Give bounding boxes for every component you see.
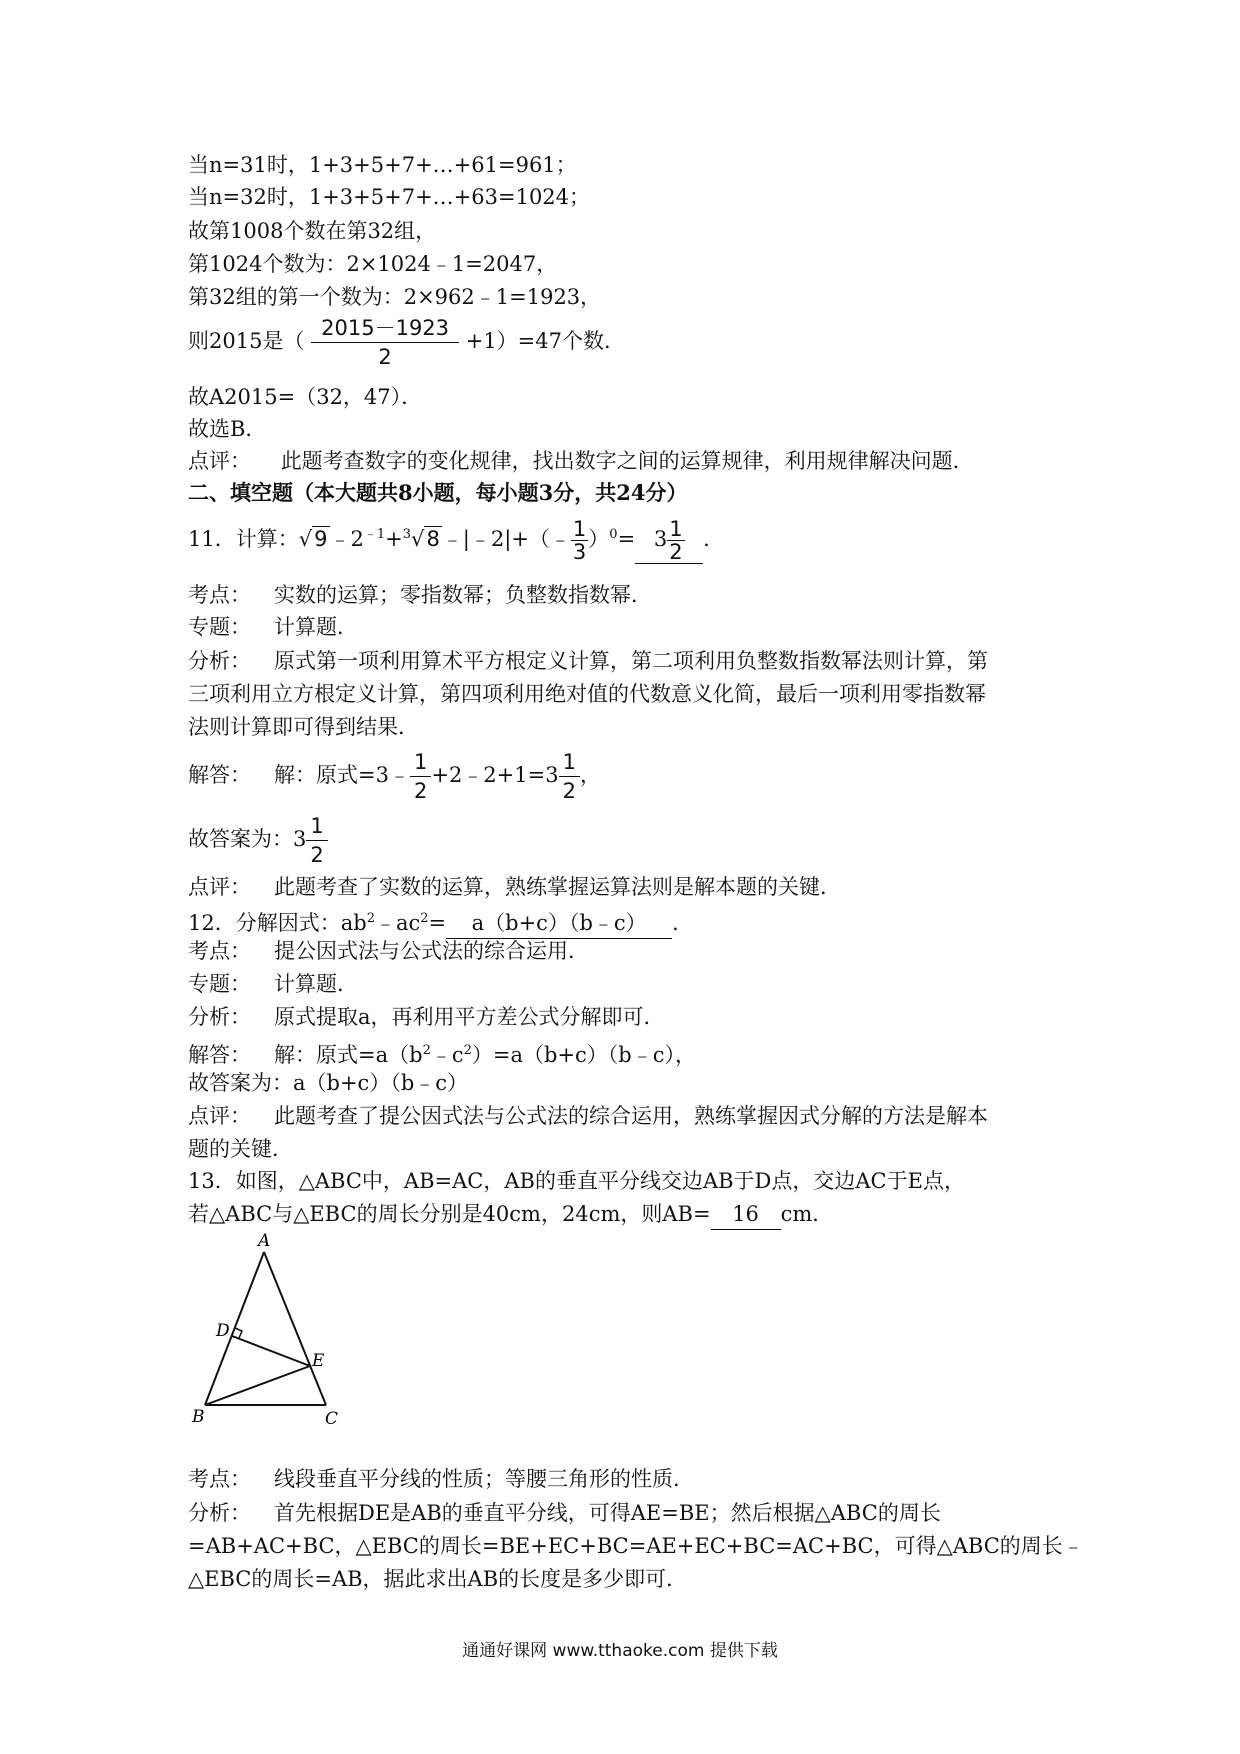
text: = xyxy=(617,527,636,551)
fenxi-line: 三项利用立方根定义计算，第四项利用绝对值的代数意义化简，最后一项利用零指数幂 xyxy=(188,682,986,706)
fenxi-line: 法则计算即可得到结果． xyxy=(188,715,419,739)
radicand: 8 xyxy=(426,527,440,551)
answer-line: 故答案为：a（b+c）（b﹣c） xyxy=(188,1071,469,1095)
label: 专题： xyxy=(188,972,251,996)
label: 点评： xyxy=(188,875,251,899)
kaodian-text: 实数的运算；零指数幂；负整数指数幂． xyxy=(274,583,652,607)
question-12 xyxy=(188,904,693,939)
text: 若△ABC与△EBC的周长分别是40cm，24cm，则AB= xyxy=(188,1202,711,1226)
text-line: 第32组的第一个数为：2×962﹣1=1923， xyxy=(188,285,602,309)
question-13: 13．如图，△ABC中，AB=AC，AB的垂直平分线交边AB于D点，交边AC于E点， xyxy=(188,1169,965,1193)
radicand: 9 xyxy=(314,527,328,551)
fraction xyxy=(559,748,580,805)
fraction-denominator: 2 xyxy=(310,843,324,867)
answer-line xyxy=(188,812,328,869)
section-title: 二、填空题（本大题共8小题，每小题3分，共24分） xyxy=(188,480,688,505)
text: 解：原式=3﹣ xyxy=(274,763,410,787)
text: ﹣c xyxy=(430,1043,464,1067)
fraction-denominator: 3 xyxy=(572,540,587,564)
fraction-denominator: 2 xyxy=(378,345,392,369)
text-line: 当n=31时，1+3+5+7+…+61=961； xyxy=(188,153,577,177)
sqrt-expression: √9 xyxy=(298,527,328,551)
zhuanti-text: 计算题． xyxy=(274,615,358,639)
text: 则2015是（ xyxy=(188,329,305,353)
fraction-numerator: 1 xyxy=(306,812,327,841)
text: ， xyxy=(579,763,601,787)
text: cm． xyxy=(780,1202,834,1226)
exponent: 2 xyxy=(463,1043,472,1058)
root-index: 3 xyxy=(402,527,412,542)
zhuanti-text: 计算题． xyxy=(274,972,358,996)
fenxi-line xyxy=(188,1498,941,1528)
fenxi-line xyxy=(188,1002,665,1032)
segment-be xyxy=(205,1366,310,1405)
fraction xyxy=(571,518,588,563)
triangle-figure xyxy=(180,1230,360,1430)
fraction-denominator: 2 xyxy=(669,540,683,564)
fraction-numerator: 1 xyxy=(559,748,580,777)
exponent: 2 xyxy=(420,911,429,926)
text-line: 故第1008个数在第32组， xyxy=(188,219,437,243)
fenxi-text: 原式提取a，再利用平方差公式分解即可． xyxy=(274,1005,665,1029)
fraction-numerator: 1 xyxy=(669,517,683,541)
text: 故答案为：3 xyxy=(188,827,307,851)
label: 点评： xyxy=(188,449,251,473)
text: ）=a（b+c）（b﹣c）， xyxy=(471,1043,697,1067)
fraction xyxy=(306,812,327,869)
text: +2﹣2+1=3 xyxy=(431,763,559,787)
jieda-line xyxy=(188,1036,696,1070)
review-line: 题的关键． xyxy=(188,1137,293,1161)
answer-fraction xyxy=(667,518,684,563)
review-text: 此题考查了实数的运算，熟练掌握运算法则是解本题的关键． xyxy=(274,875,841,899)
exponent: 0 xyxy=(609,527,618,542)
text-line: 第1024个数为：2×1024﹣1=2047， xyxy=(188,252,558,276)
jieda-line xyxy=(188,748,601,805)
answer-blank xyxy=(635,518,703,564)
zhuanti-line xyxy=(188,612,358,642)
label-c: C xyxy=(325,1409,339,1429)
question-13-line2 xyxy=(188,1199,833,1230)
text: ﹣2 xyxy=(329,527,364,551)
kaodian-line xyxy=(188,1464,694,1494)
label: 专题： xyxy=(188,615,251,639)
label: 分析： xyxy=(188,1501,251,1525)
kaodian-text: 提公因式法与公式法的综合运用． xyxy=(274,939,589,963)
text: ． xyxy=(703,527,725,551)
label-d: D xyxy=(216,1321,230,1341)
text-line-fraction xyxy=(188,314,625,371)
label-e: E xyxy=(312,1351,325,1371)
fraction xyxy=(410,748,431,805)
fraction-numerator: 2015－1923 xyxy=(311,314,459,343)
question-11 xyxy=(188,518,724,564)
review-line xyxy=(188,872,841,902)
fraction-denominator: 2 xyxy=(413,779,428,803)
fenxi-text: 首先根据DE是AB的垂直平分线，可得AE=BE；然后根据△ABC的周长 xyxy=(274,1501,941,1525)
cube-root-expression: √8 xyxy=(411,527,440,551)
question-prefix: 12．分解因式：ab xyxy=(188,911,367,935)
label-b: B xyxy=(192,1407,205,1427)
label: 解答： xyxy=(188,1043,251,1067)
text-line: 当n=32时，1+3+5+7+…+63=1024； xyxy=(188,185,591,209)
kaodian-line xyxy=(188,936,589,966)
label: 解答： xyxy=(188,763,251,787)
label: 考点： xyxy=(188,939,251,963)
answer-whole: 3 xyxy=(653,527,668,551)
text: ． xyxy=(672,911,694,935)
exponent: 2 xyxy=(422,1043,431,1058)
label: 分析： xyxy=(188,649,251,673)
side-ab xyxy=(205,1252,264,1405)
zhuanti-line xyxy=(188,969,358,999)
side-ac xyxy=(264,1252,326,1405)
text: = xyxy=(428,911,447,935)
exponent: ﹣1 xyxy=(363,527,386,542)
fraction-numerator: 1 xyxy=(410,748,431,777)
kaodian-line xyxy=(188,580,652,610)
label: 点评： xyxy=(188,1104,251,1128)
fenxi-line: △EBC的周长=AB，据此求出AB的长度是多少即可． xyxy=(188,1567,688,1591)
question-prefix: 11．计算： xyxy=(188,527,299,551)
review-line xyxy=(188,1101,988,1131)
fenxi-text: 原式第一项利用算术平方根定义计算，第二项利用负整数指数幂法则计算，第 xyxy=(274,649,988,673)
fraction-denominator: 2 xyxy=(562,779,576,803)
text: ﹣ac xyxy=(374,911,421,935)
review-line xyxy=(188,446,974,476)
segment-de xyxy=(232,1336,310,1366)
answer-blank: 16 xyxy=(711,1199,781,1230)
text-line: 故A2015=（32，47）． xyxy=(188,385,423,409)
fraction xyxy=(311,314,459,371)
exponent: 2 xyxy=(366,911,375,926)
page-footer: 通通好课网 www.tthaoke.com 提供下载 xyxy=(462,1641,778,1661)
label: 考点： xyxy=(188,583,251,607)
text: ﹣|﹣2|+（﹣ xyxy=(441,527,571,551)
text: +1）=47个数． xyxy=(465,329,625,353)
fraction-numerator: 1 xyxy=(572,517,587,541)
review-text: 此题考查了提公因式法与公式法的综合运用，熟练掌握因式分解的方法是解本 xyxy=(274,1104,988,1128)
fenxi-line: =AB+AC+BC，△EBC的周长=BE+EC+BC=AE+EC+BC=AC+BC，可得△ABC的周长﹣ xyxy=(188,1534,1084,1558)
text-line: 故选B． xyxy=(188,417,267,441)
answer-blank: a（b+c）（b﹣c） xyxy=(446,908,672,939)
kaodian-text: 线段垂直平分线的性质；等腰三角形的性质． xyxy=(274,1467,694,1491)
text: + xyxy=(385,527,403,551)
text: 解：原式=a（b xyxy=(274,1043,423,1067)
text: ） xyxy=(588,527,610,551)
fenxi-line xyxy=(188,646,988,676)
label: 考点： xyxy=(188,1467,251,1491)
review-text: 此题考查数字的变化规律，找出数字之间的运算规律，利用规律解决问题． xyxy=(280,449,974,473)
label: 分析： xyxy=(188,1005,251,1029)
label-a: A xyxy=(258,1231,271,1251)
